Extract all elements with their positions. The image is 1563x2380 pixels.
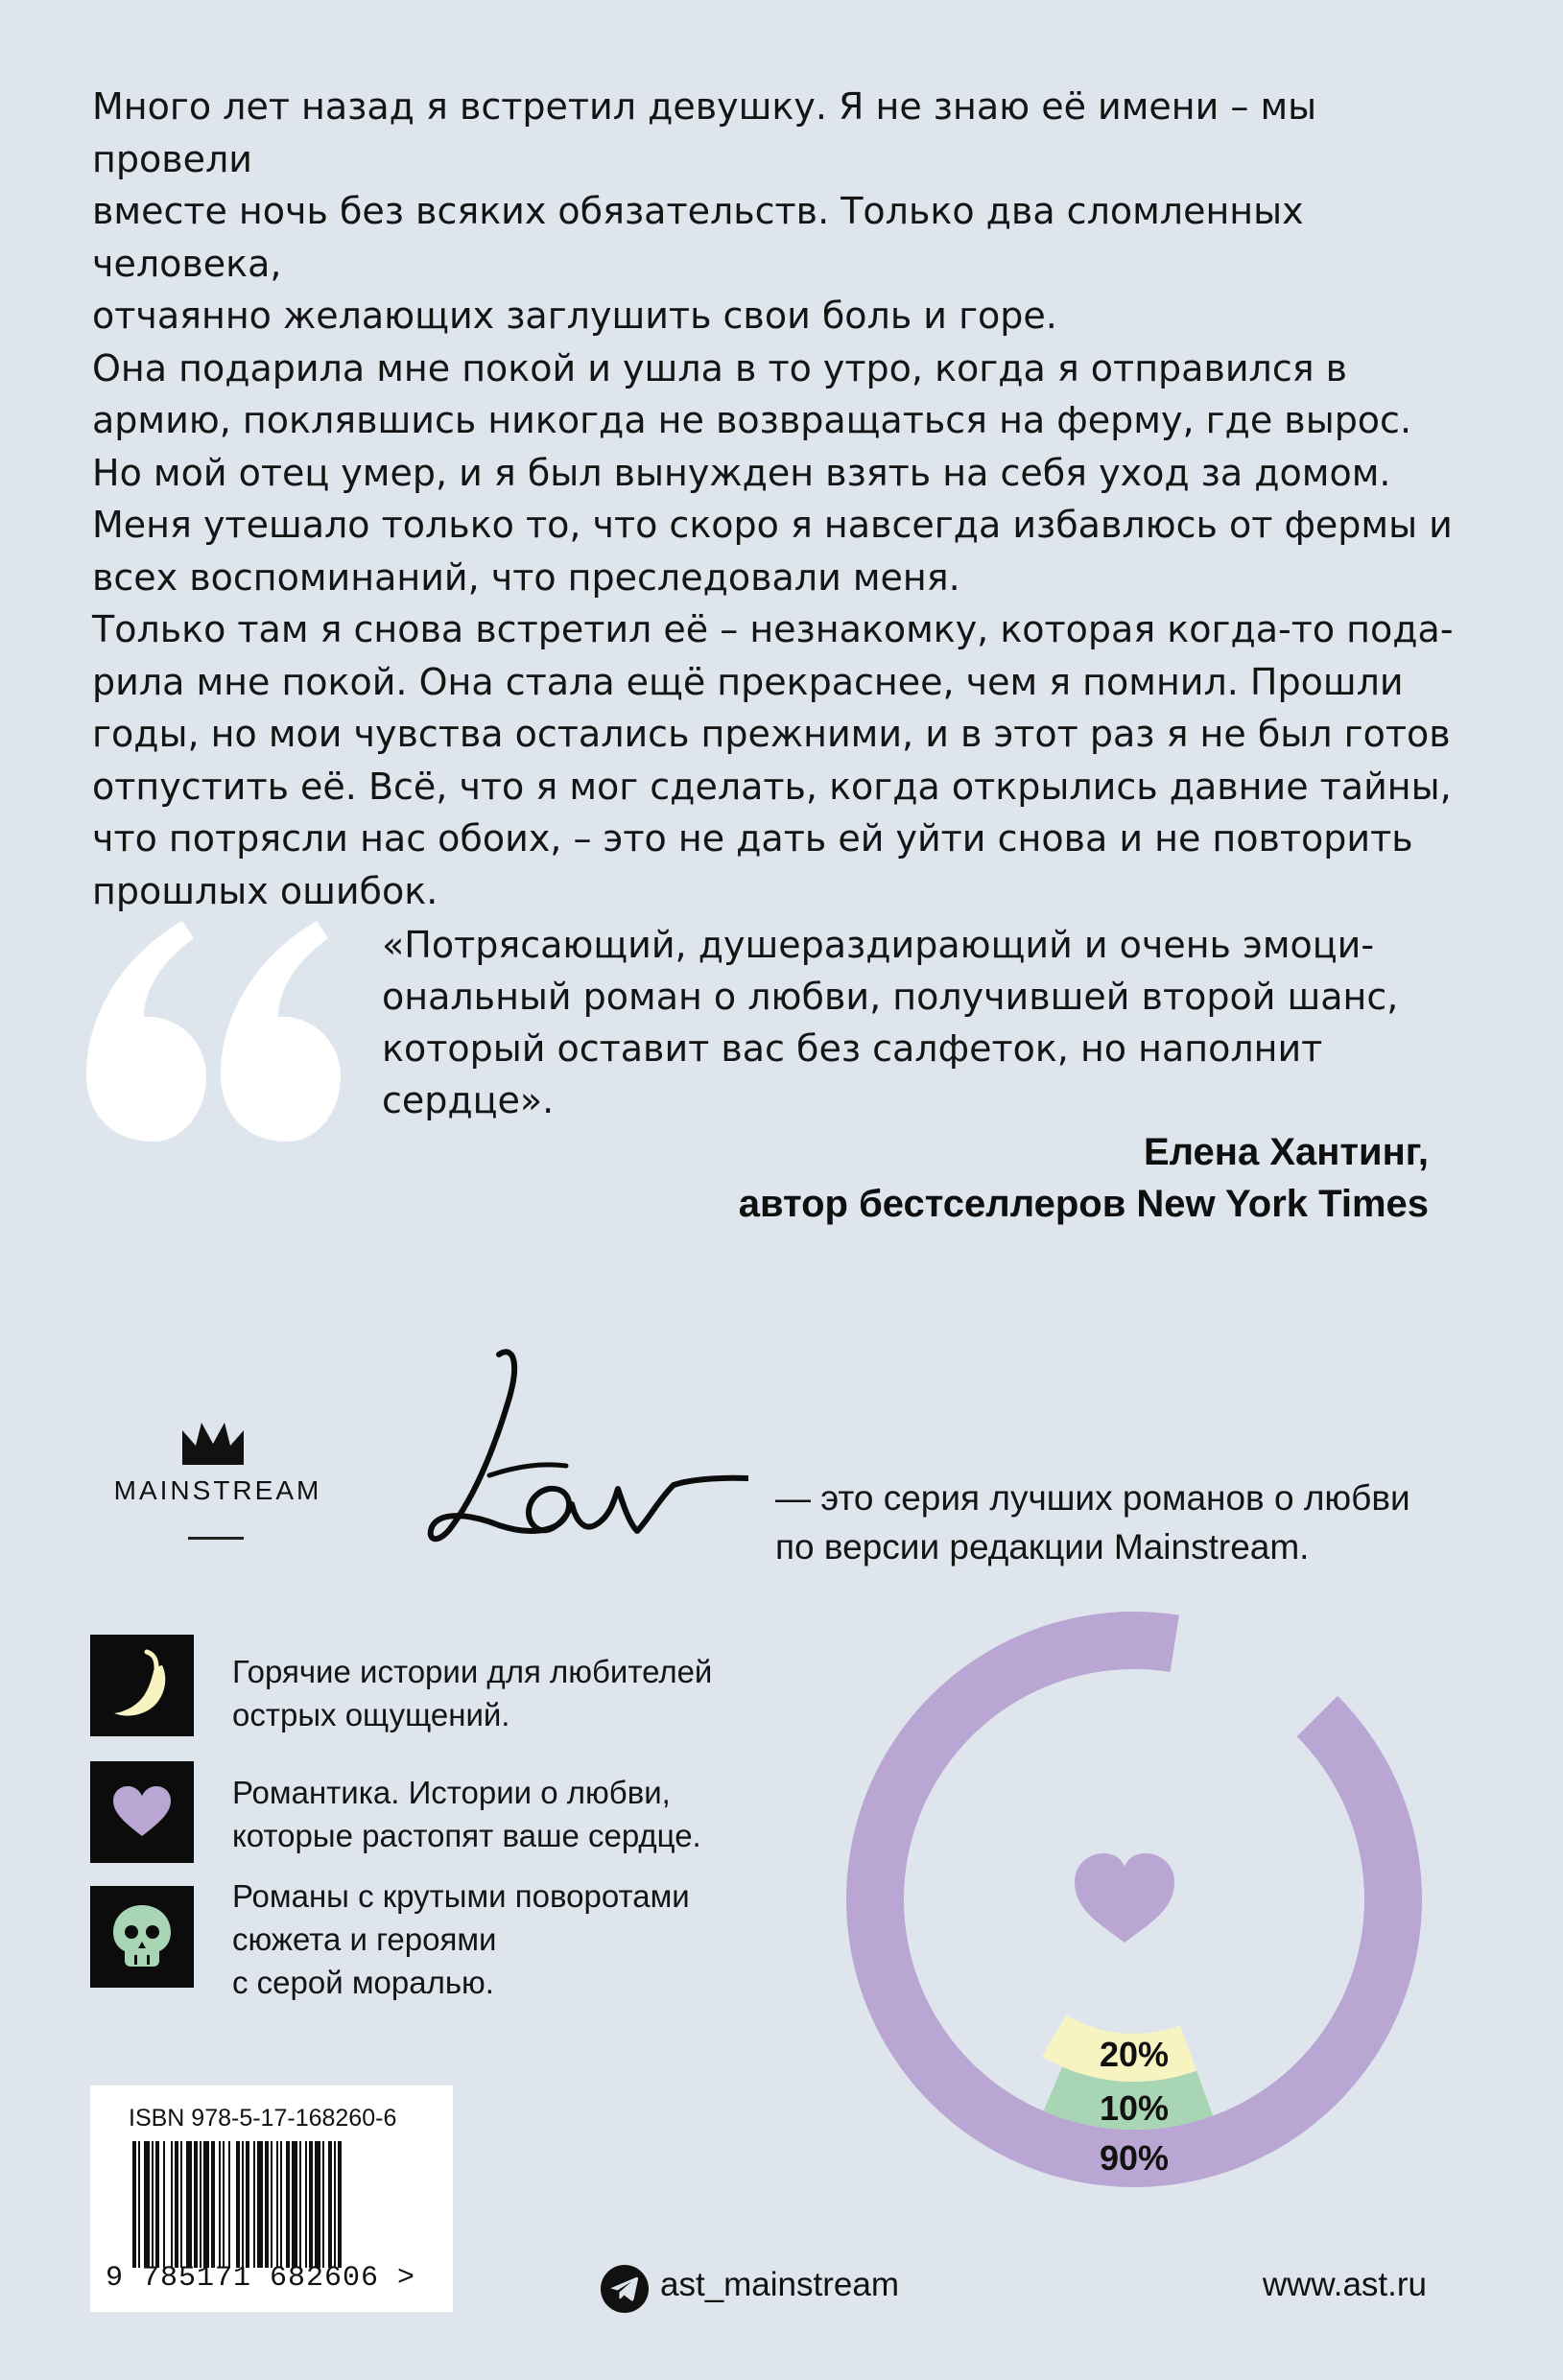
blurb-line: отпустить её. Всё, что я мог сделать, когда открылись давние тайны, (92, 765, 1452, 808)
category-line: Горячие истории для любителей (232, 1654, 713, 1689)
barcode-bar (315, 2141, 320, 2268)
blurb-line: рила мне покой. Она стала ещё прекраснее, чем я помнил. Прошли (92, 660, 1404, 703)
blurb-line: Но мой отец умер, и я был вынужден взять на себя уход за домом. (92, 451, 1391, 494)
pct-label: 10% (1099, 2088, 1170, 2128)
heart-icon (113, 1786, 171, 1838)
publisher-name: MAINSTREAM (113, 1475, 322, 1505)
barcode-bar (152, 2141, 154, 2268)
barcode-bar (219, 2141, 221, 2268)
quote-line: который оставит вас без салфеток, но наполнит (382, 1027, 1323, 1070)
barcode-bar (228, 2141, 230, 2268)
series-line: по версии редакции Mainstream. (775, 1527, 1310, 1567)
blurb-line: Много лет назад я встретил девушку. Я не знаю её имени – мы провели (92, 85, 1317, 180)
telegram-handle[interactable]: ast_mainstream (660, 2266, 899, 2303)
barcode-bar (138, 2141, 140, 2268)
blurb-line: вместе ночь без всяких обязательств. Только два сломленных человека, (92, 190, 1304, 285)
category-line: которые растопят ваше сердце. (232, 1818, 701, 1853)
barcode-bar (132, 2141, 136, 2268)
quote-line: «Потрясающий, душераздирающий и очень эмоци- (382, 924, 1375, 966)
barcode-bar (265, 2141, 269, 2268)
barcode-bar (253, 2141, 255, 2268)
quote-author-title: автор бестселлеров New York Times (738, 1183, 1429, 1225)
barcode-bar (163, 2141, 165, 2268)
blurb-line: Она подарила мне покой и ушла в то утро, когда я отправился в (92, 346, 1348, 389)
website-link[interactable]: www.ast.ru (1262, 2266, 1427, 2303)
category-dark (90, 1886, 194, 1988)
barcode-bar (257, 2141, 263, 2268)
barcode-bar (322, 2141, 324, 2268)
blurb-line: всех воспоминаний, что преследовали меня. (92, 555, 960, 599)
barcode-bar (242, 2141, 244, 2268)
pepper-icon (101, 1644, 183, 1727)
isbn-barcode-box (90, 2085, 453, 2312)
barcode-bar (292, 2141, 297, 2268)
review-quote (382, 919, 1447, 1126)
pct-label: 20% (1099, 2035, 1170, 2074)
barcode-bar (305, 2141, 307, 2268)
category-line: с серой моралью. (232, 1965, 494, 2000)
barcode-bar (299, 2141, 301, 2268)
barcode-bar (186, 2141, 192, 2268)
lav-logo (422, 1343, 748, 1554)
barcode-bar (180, 2141, 182, 2268)
blurb-line: что потрясли нас обоих, – это не дать ей уйти снова и не повторить (92, 817, 1413, 860)
barcode-bar (223, 2141, 225, 2268)
blurb-line: годы, но мои чувства остались прежними, и в этот раз я не был готов (92, 713, 1451, 755)
skull-icon (113, 1905, 171, 1968)
crown-icon (182, 1423, 244, 1465)
donut-heart-icon (1075, 1853, 1174, 1943)
barcode-bar (309, 2141, 313, 2268)
blurb-line: Меня утешало только то, что скоро я навсегда избавлюсь от фермы и (92, 504, 1453, 546)
category-dark-text (232, 1874, 770, 2004)
category-line: Романтика. Истории о любви, (232, 1775, 671, 1810)
quote-author-name: Елена Хантинг, (1143, 1131, 1429, 1173)
quote-attribution (739, 1126, 1429, 1230)
genre-ratio-chart (816, 1612, 1487, 2206)
blurb-line: Только там я снова встретил её – незнакомку, которая когда-то пода- (92, 608, 1454, 650)
barcode-bar (211, 2141, 215, 2268)
barcode-bar (155, 2141, 159, 2268)
telegram-icon[interactable] (601, 2265, 649, 2313)
barcode-bar (328, 2141, 332, 2268)
barcode-bar (338, 2141, 342, 2268)
blurb-text (92, 81, 1455, 917)
category-hot-text (232, 1650, 770, 1736)
category-line: Романы с крутыми поворотами (232, 1878, 690, 1914)
category-hot (90, 1635, 194, 1736)
quote-marks-icon (86, 921, 345, 1142)
quote-line: сердце». (382, 1079, 555, 1121)
barcode-bar (271, 2141, 272, 2268)
barcode-bar (236, 2141, 240, 2268)
isbn-label: ISBN 978-5-17-168260-6 (129, 2105, 397, 2132)
barcode-bar (175, 2141, 178, 2268)
publisher-underline (188, 1537, 244, 1540)
barcode-bar (334, 2141, 336, 2268)
blurb-line: прошлых ошибок. (92, 869, 438, 912)
barcode-bar (203, 2141, 209, 2268)
series-description (775, 1473, 1485, 1571)
barcode-bar (280, 2141, 282, 2268)
isbn-digits: 9 785171 682606 > (106, 2262, 416, 2295)
barcode-bar (171, 2141, 173, 2268)
blurb-line: отчаянно желающих заглушить свои боль и горе. (92, 295, 1057, 337)
category-romance-text (232, 1771, 770, 1857)
series-line: — это серия лучших романов о любви (775, 1478, 1410, 1518)
barcode-bar (246, 2141, 249, 2268)
quote-line: ональный роман о любви, получившей второй шанс, (382, 976, 1399, 1018)
barcode-icon (132, 2141, 411, 2268)
barcode-bar (276, 2141, 278, 2268)
barcode-bar (286, 2141, 290, 2268)
pct-label: 90% (1099, 2138, 1170, 2178)
barcode-bar (194, 2141, 198, 2268)
category-line: сюжета и героями (232, 1921, 497, 1957)
barcode-bar (200, 2141, 201, 2268)
blurb-line: армию, поклявшись никогда не возвращаться на ферму, где вырос. (92, 399, 1412, 441)
category-line: острых ощущений. (232, 1697, 510, 1732)
category-romance (90, 1761, 194, 1863)
barcode-bar (144, 2141, 150, 2268)
